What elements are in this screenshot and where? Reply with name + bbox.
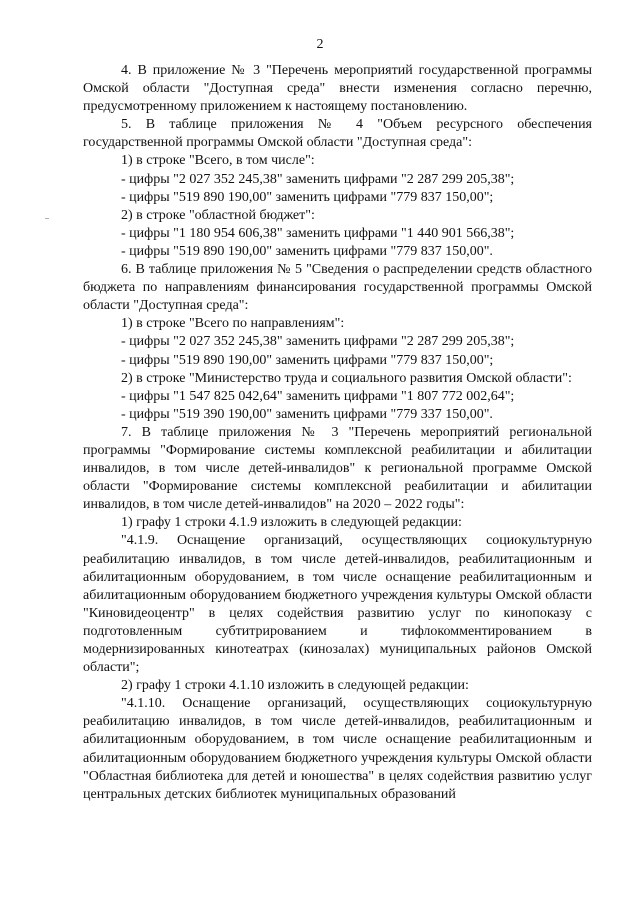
item-7-subitem-1: 1) графу 1 строки 4.1.9 изложить в следующей редакции: <box>121 515 462 531</box>
item-5-subitem-2-line-2: - цифры "519 890 190,00" заменить цифрами "779 837 150,00". <box>121 243 493 259</box>
item-5-subitem-2-line-1: - цифры "1 180 954 606,38" заменить цифрами "1 440 901 566,38"; <box>121 225 515 241</box>
item-6-subitem-2-line-2: - цифры "519 390 190,00" заменить цифрами "779 337 150,00". <box>121 406 493 422</box>
item-5-subitem-1-line-2: - цифры "519 890 190,00" заменить цифрами "779 837 150,00"; <box>121 189 494 205</box>
item-6-subitem-1: 1) в строке "Всего по направлениям": <box>121 316 345 332</box>
item-6-subitem-1-line-2: - цифры "519 890 190,00" заменить цифрами "779 837 150,00"; <box>121 352 494 368</box>
page-number: 2 <box>316 37 324 52</box>
item-7-paragraph: 7. В таблице приложения № 3 "Перечень мероприятий региональной программы "Формирование системы комплексной реабилитации и абилитации инвалидов, в том числе детей-инвалидов" к региональной программе Омской области "Формирование системы комплексной реабилитации и абилитации инвалидов, в том числе детей-инвалидов" на 2020 – 2022 годы": <box>83 424 592 513</box>
item-6-paragraph: 6. В таблице приложения № 5 "Сведения о распределении средств областного бюджета по направлениям финансирования государственной программы Омской области "Доступная среда": <box>83 262 592 314</box>
item-4-paragraph: 4. В приложение № 3 "Перечень мероприятий государственной программы Омской области "Доступная среда" внести изменения согласно перечню, предусмотренному приложением к настоящему постановлению. <box>83 63 592 115</box>
item-5-paragraph: 5. В таблице приложения № 4 "Объем ресурсного обеспечения государственной программы Омской области "Доступная среда": <box>83 117 592 151</box>
item-5-subitem-2: 2) в строке "областной бюджет": <box>121 207 315 223</box>
item-5-subitem-1-line-1: - цифры "2 027 352 245,38" заменить цифрами "2 287 299 205,38"; <box>121 171 515 187</box>
item-7-subitem-2: 2) графу 1 строки 4.1.10 изложить в следующей редакции: <box>121 678 469 694</box>
item-7-row-4-1-10-text: "4.1.10. Оснащение организаций, осуществляющих социокультурную реабилитацию инвалидов, в том числе детей-инвалидов, реабилитационным и абилитационным оборудованием, в том числе оснащение реабилитационным и абилитационным оборудованием бюджетного учреждения культуры Омской области "Областная библиотека для детей и юношества" в целях содействия развитию услуг центральных детских библиотек муниципальных образований <box>83 696 592 802</box>
document-body <box>83 62 592 804</box>
item-6-subitem-1-line-1: - цифры "2 027 352 245,38" заменить цифрами "2 287 299 205,38"; <box>121 334 515 350</box>
item-5-subitem-1: 1) в строке "Всего, в том числе": <box>121 153 315 169</box>
item-6-subitem-2: 2) в строке "Министерство труда и социального развития Омской области": <box>121 370 572 386</box>
margin-mark <box>45 218 49 219</box>
item-7-row-4-1-9-text: "4.1.9. Оснащение организаций, осуществляющих социокультурную реабилитацию инвалидов, в том числе детей-инвалидов, реабилитационным и абилитационным оборудованием, в том числе оснащение реабилитационным и абилитационным оборудованием бюджетного учреждения культуры Омской области "Киновидеоцентр" в целях содействия развитию услуг по кинопоказу с подготовленным субтитрированием и тифлокомментированием в модернизированных кинотеатрах (кинозалах) муниципальных районов Омской области"; <box>83 533 592 676</box>
item-6-subitem-2-line-1: - цифры "1 547 825 042,64" заменить цифрами "1 807 772 002,64"; <box>121 388 515 404</box>
